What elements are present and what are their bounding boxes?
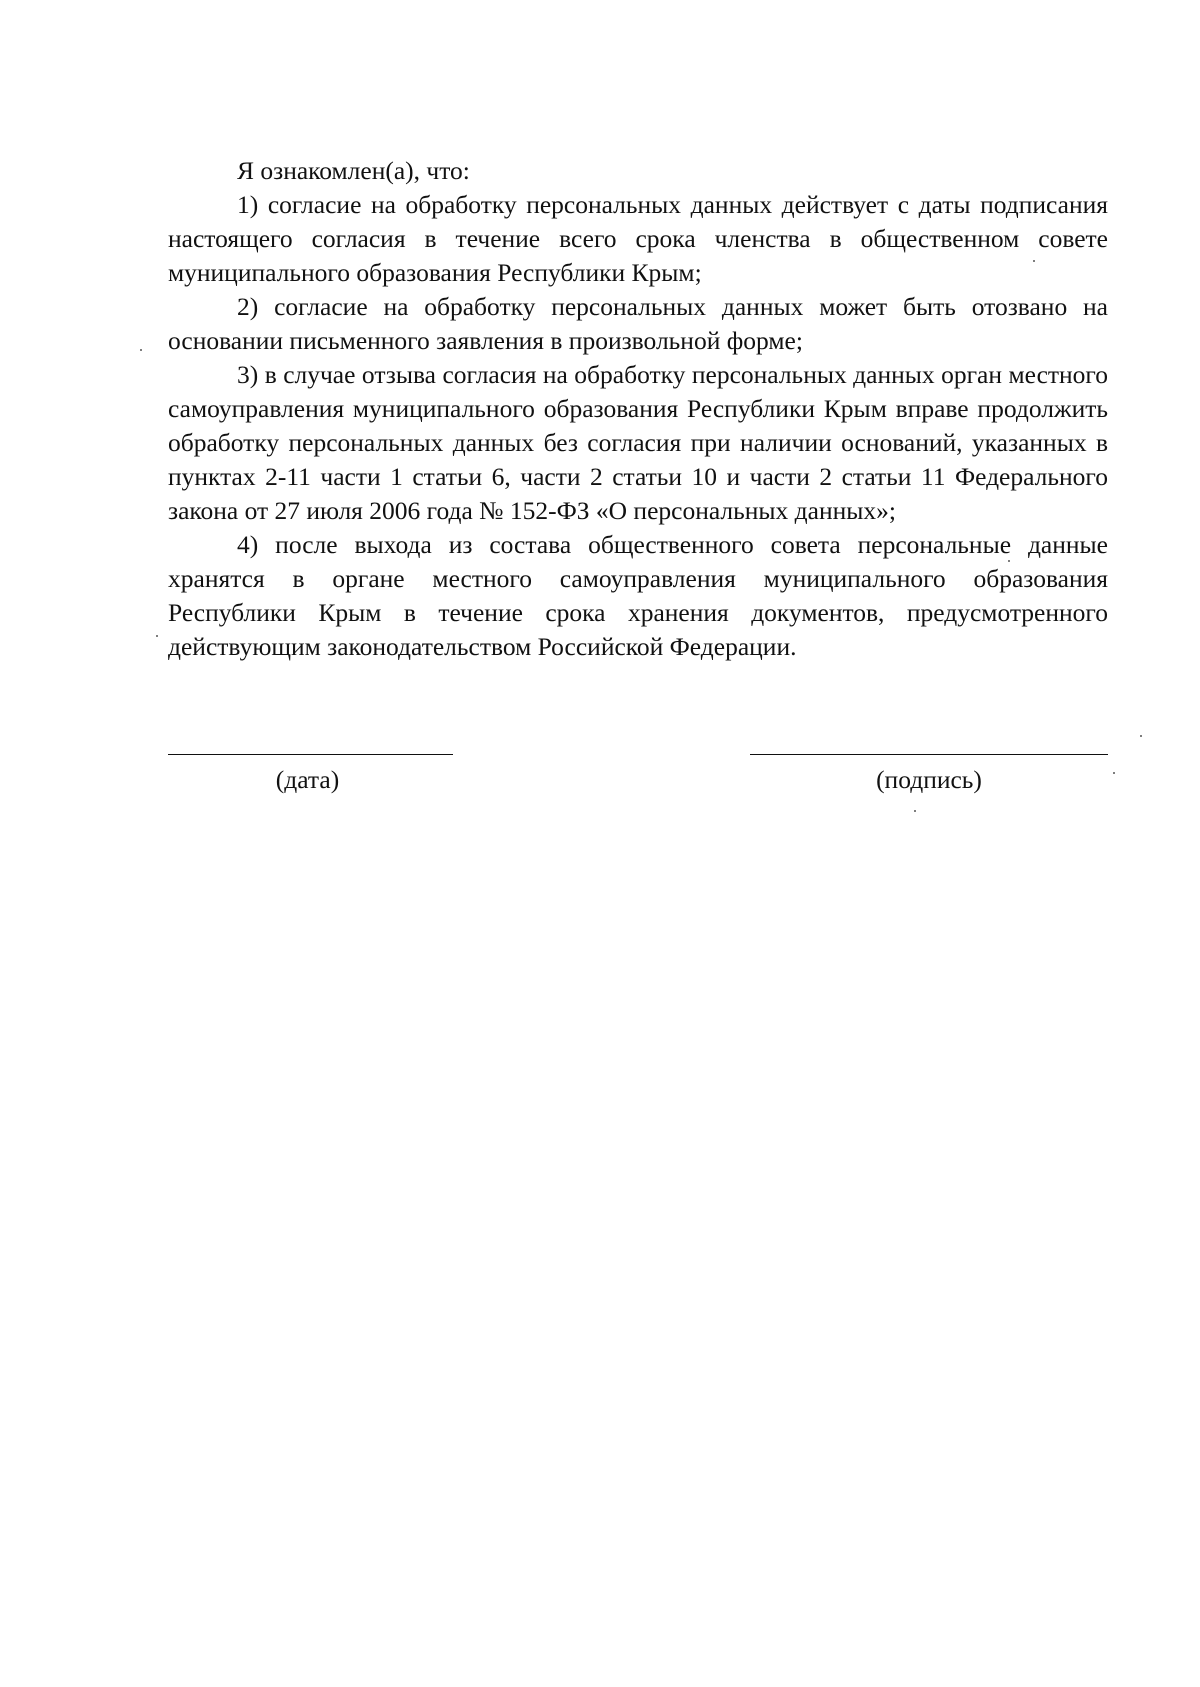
intro-line: Я ознакомлен(а), что: <box>237 156 470 185</box>
paragraph-2: 2) согласие на обработку персональных данных может быть отозвано на основании письменного заявления в произвольной форме; <box>168 292 1108 355</box>
scan-speck <box>1113 772 1115 774</box>
date-caption: (дата) <box>275 765 340 794</box>
scan-speck <box>1033 260 1035 262</box>
signature-caption: (подпись) <box>876 765 982 794</box>
scan-speck <box>1140 735 1142 737</box>
scan-speck <box>914 810 916 812</box>
scan-speck <box>1008 560 1010 562</box>
signature-line <box>750 754 1108 755</box>
scan-speck <box>140 349 142 351</box>
paragraph-1: 1) согласие на обработку персональных данных действует с даты подписания настоящего согласия в течение всего срока членства в общественном совете муниципального образования Республики Крым; <box>168 190 1108 287</box>
scan-speck <box>156 635 158 637</box>
paragraph-4: 4) после выхода из состава общественного совета персональные данные хранятся в органе местного самоуправления муниципального образования Республики Крым в течение срока хранения документов, предусмотренного действующим законодательством Российской Федерации. <box>168 530 1108 661</box>
signature-field <box>750 754 1108 797</box>
date-line <box>168 754 453 755</box>
document-body <box>168 154 1108 664</box>
date-field <box>168 754 453 797</box>
paragraph-3: 3) в случае отзыва согласия на обработку персональных данных орган местного самоуправления муниципального образования Республики Крым вправе продолжить обработку персональных данных без согласия при наличии оснований, указанных в пунктах 2-11 части 1 статьи 6, части 2 статьи 10 и части 2 статьи 11 Федерального закона от 27 июля 2006 года № 152-ФЗ «О персональных данных»; <box>168 360 1108 525</box>
